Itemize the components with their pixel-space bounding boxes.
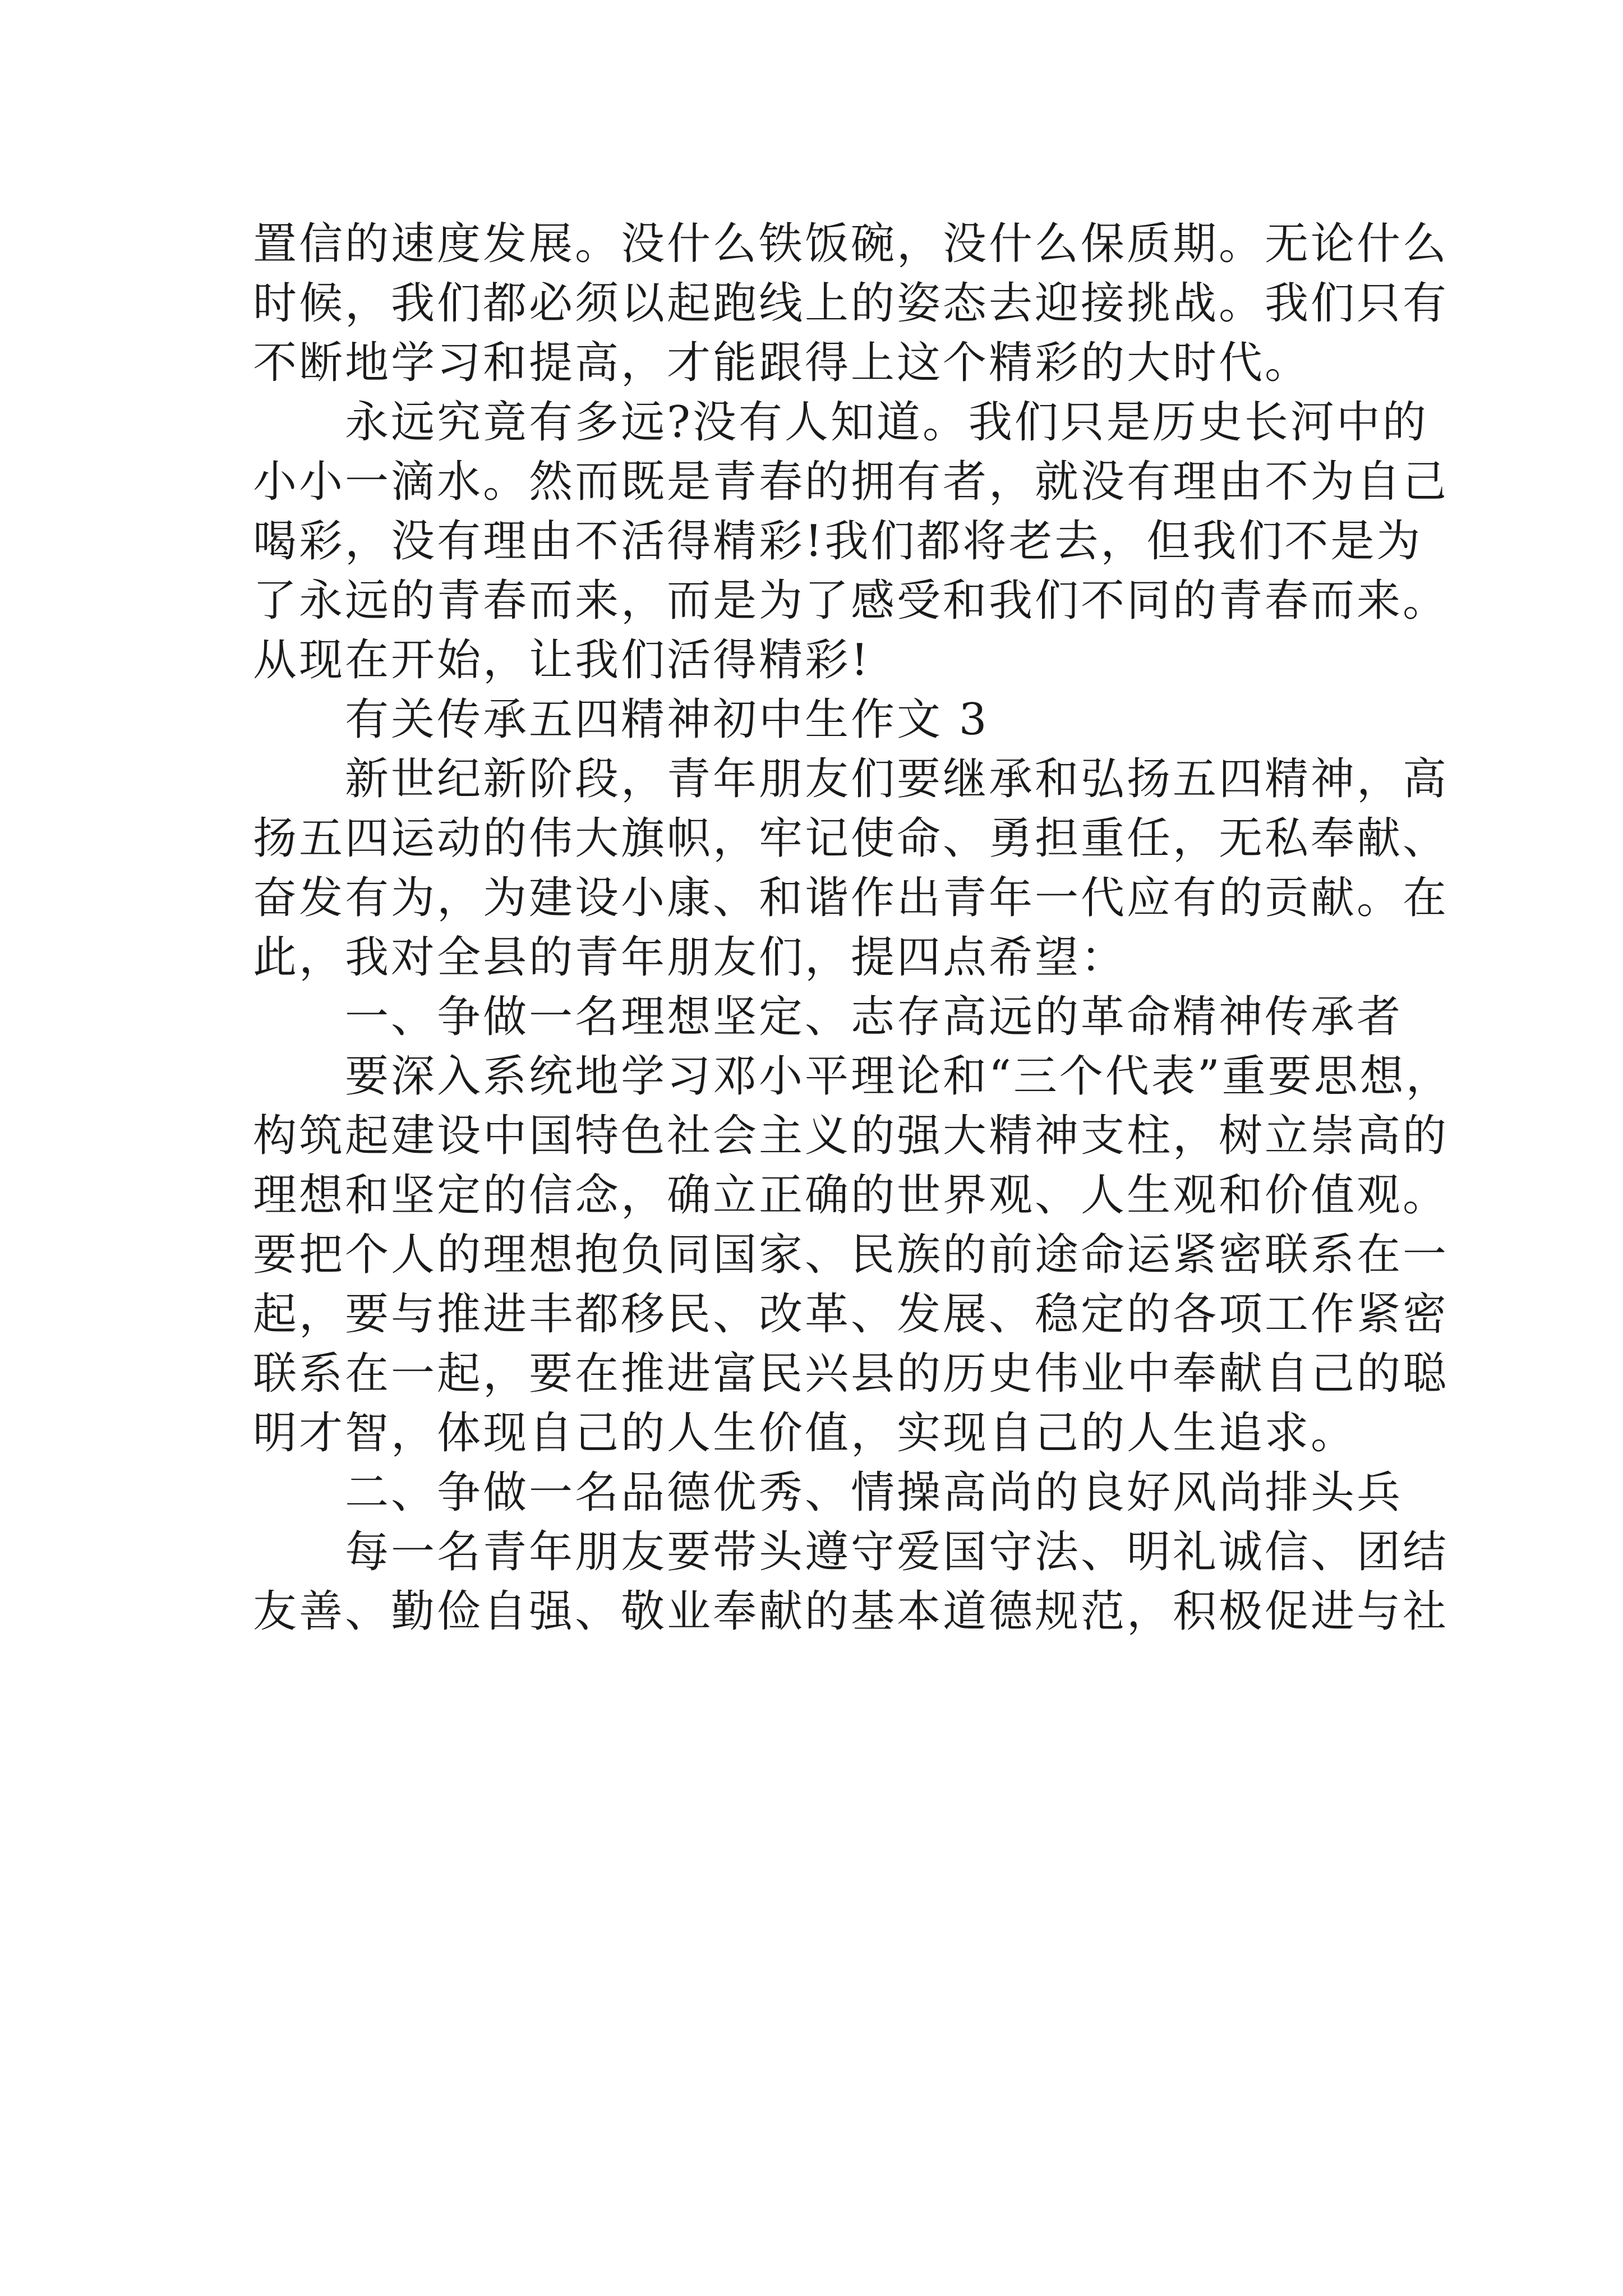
text-line: 从现在开始，让我们活得精彩! — [253, 635, 871, 685]
text-line: 友善、勤俭自强、敬业奉献的基本道德规范，积极促进与社 — [253, 1586, 1449, 1637]
text-line: 要深入系统地学习邓小平理论和“三个代表”重要思想， — [253, 1051, 1452, 1102]
text-line: 构筑起建设中国特色社会主义的强大精神支柱，树立崇高的 — [253, 1111, 1449, 1161]
text-line: 不断地学习和提高，才能跟得上这个精彩的大时代。 — [253, 338, 1311, 388]
text-line: 小小一滴水。然而既是青春的拥有者，就没有理由不为自己 — [253, 457, 1449, 507]
text-line: 永远究竟有多远?没有人知道。我们只是历史长河中的 — [253, 397, 1428, 448]
text-line: 喝彩，没有理由不活得精彩!我们都将老去，但我们不是为 — [253, 516, 1423, 567]
text-line: 新世纪新阶段，青年朋友们要继承和弘扬五四精神，高 — [253, 754, 1449, 804]
text-line: 起，要与推进丰都移民、改革、发展、稳定的各项工作紧密 — [253, 1289, 1449, 1340]
document-body — [253, 214, 1452, 1641]
text-line: 时候，我们都必须以起跑线上的姿态去迎接挑战。我们只有 — [253, 278, 1449, 329]
text-line: 了永远的青春而来，而是为了感受和我们不同的青春而来。 — [253, 576, 1449, 626]
subheading-one: 一、争做一名理想坚定、志存高远的革命精神传承者 — [253, 992, 1403, 1042]
text-line: 扬五四运动的伟大旗帜，牢记使命、勇担重任，无私奉献、 — [253, 813, 1449, 864]
text-line: 理想和坚定的信念，确立正确的世界观、人生观和价值观。 — [253, 1170, 1449, 1221]
section-heading: 有关传承五四精神初中生作文 3 — [253, 694, 989, 745]
text-line: 每一名青年朋友要带头遵守爱国守法、明礼诚信、团结 — [253, 1527, 1449, 1577]
text-line: 置信的速度发展。没什么铁饭碗，没什么保质期。无论什么 — [253, 219, 1449, 269]
text-line: 此，我对全县的青年朋友们，提四点希望： — [253, 932, 1127, 983]
text-line: 明才智，体现自己的人生价值，实现自己的人生追求。 — [253, 1408, 1357, 1458]
text-line: 联系在一起，要在推进富民兴县的历史伟业中奉献自己的聪 — [253, 1349, 1449, 1399]
text-line: 奋发有为，为建设小康、和谐作出青年一代应有的贡献。在 — [253, 873, 1449, 923]
text-line: 要把个人的理想抱负同国家、民族的前途命运紧密联系在一 — [253, 1230, 1449, 1280]
subheading-two: 二、争做一名品德优秀、情操高尚的良好风尚排头兵 — [253, 1467, 1403, 1518]
